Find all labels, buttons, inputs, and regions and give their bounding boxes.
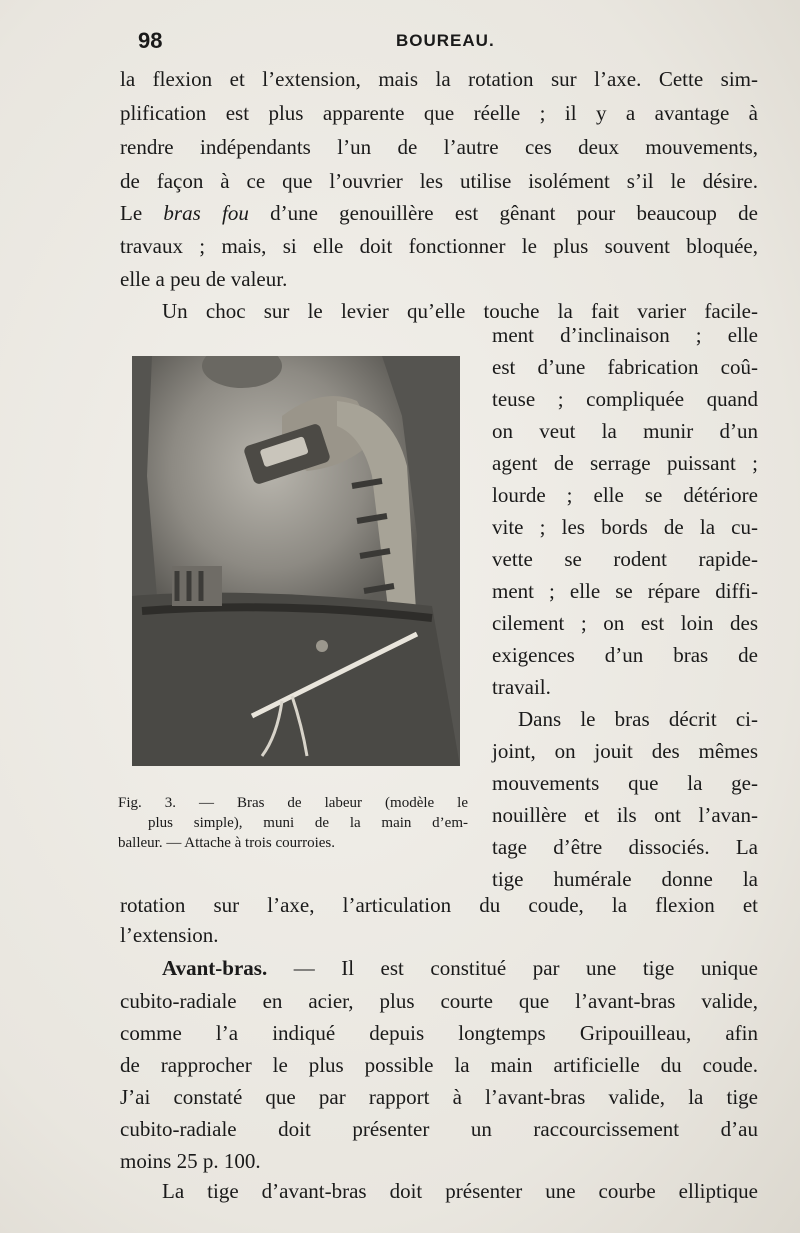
- text-line: joint, on jouit des mêmes: [492, 739, 758, 763]
- text-line: de façon à ce que l’ouvrier les utilise isolément s’il le désire.: [120, 169, 758, 193]
- text-line: on veut la munir d’un: [492, 419, 758, 443]
- text-line: comme l’a indiqué depuis longtemps Gripouilleau, afin: [120, 1021, 758, 1045]
- text-line: rotation sur l’axe, l’articulation du coude, la flexion et: [120, 893, 758, 917]
- text-line: lourde ; elle se détériore: [492, 483, 758, 507]
- caption-line: Fig. 3. — Bras de labeur (modèle le: [118, 795, 468, 811]
- caption-line: plus simple), muni de la main d’em-: [148, 815, 468, 831]
- text-line: cubito-radiale en acier, plus courte que l’avant-bras valide,: [120, 989, 758, 1013]
- text-line: Le bras fou d’une genouillère est gênant pour beaucoup de: [120, 201, 758, 225]
- page-header: [138, 28, 758, 62]
- text-line: ment ; elle se répare diffi-: [492, 579, 758, 603]
- text-line: cilement ; on est loin des: [492, 611, 758, 635]
- caption-line: balleur. — Attache à trois courroies.: [118, 835, 336, 851]
- section-heading-line: Avant-bras. — Il est constitué par une tige unique: [162, 956, 758, 980]
- italic-term: bras fou: [163, 201, 249, 225]
- text-line: plification est plus apparente que réelle ; il y a avantage à: [120, 101, 758, 125]
- text-line: cubito-radiale doit présenter un raccourcissement d’au: [120, 1117, 758, 1141]
- text-line: rendre indépendants l’un de l’autre ces deux mouvements,: [120, 135, 758, 159]
- text-line: vette se rodent rapide-: [492, 547, 758, 571]
- text-line: Dans le bras décrit ci-: [518, 707, 758, 731]
- text-line: travail.: [492, 675, 551, 699]
- page-number: 98: [138, 28, 163, 53]
- figure-photo: [132, 356, 460, 766]
- text-line: La tige d’avant-bras doit présenter une courbe elliptique: [162, 1179, 758, 1203]
- text-line: teuse ; compliquée quand: [492, 387, 758, 411]
- text-line: travaux ; mais, si elle doit fonctionner le plus souvent bloquée,: [120, 234, 758, 258]
- text-line: exigences d’un bras de: [492, 643, 758, 667]
- text-line: agent de serrage puissant ;: [492, 451, 758, 475]
- text-line: tage d’être dissociés. La: [492, 835, 758, 859]
- section-heading: Avant-bras.: [162, 956, 268, 980]
- text-line: est d’une fabrication coû-: [492, 355, 758, 379]
- text-line: ment d’inclinaison ; elle: [492, 323, 758, 347]
- text-line: la flexion et l’extension, mais la rotation sur l’axe. Cette sim-: [120, 67, 758, 91]
- running-head: BOUREAU.: [396, 31, 495, 50]
- prosthetic-arm-photo: [132, 356, 460, 766]
- text-line: nouillère et ils ont l’avan-: [492, 803, 758, 827]
- text-line: mouvements que la ge-: [492, 771, 758, 795]
- text-line: moins 25 p. 100.: [120, 1149, 261, 1173]
- text-line: tige humérale donne la: [492, 867, 758, 891]
- text-line: Un choc sur le levier qu’elle touche la fait varier facile-: [162, 299, 758, 323]
- text-line: elle a peu de valeur.: [120, 267, 288, 291]
- text-line: de rapprocher le plus possible la main artificielle du coude.: [120, 1053, 758, 1077]
- text-line: J’ai constaté que par rapport à l’avant-bras valide, la tige: [120, 1085, 758, 1109]
- figure-caption: [118, 793, 468, 853]
- text-line: l’extension.: [120, 923, 219, 947]
- text-line: vite ; les bords de la cu-: [492, 515, 758, 539]
